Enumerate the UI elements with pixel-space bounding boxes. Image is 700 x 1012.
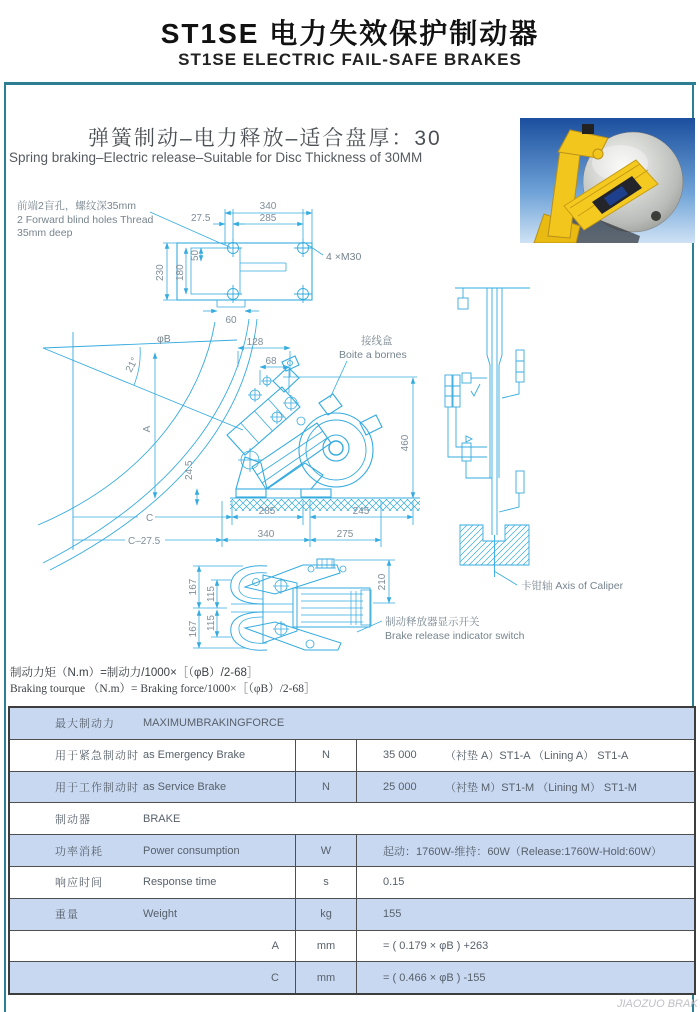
unit-cell: mm xyxy=(295,962,356,993)
indicator-switch-label-en: Brake release indicator switch xyxy=(385,630,525,642)
value-main: 25 000 xyxy=(383,780,417,793)
dim-label: 167 xyxy=(188,620,199,638)
dim-label: 24.5 xyxy=(184,460,195,480)
section-heading-cn: 弹簧制动–电力释放–适合盘厚：30 xyxy=(88,127,442,150)
row-label-en: Power consumption xyxy=(143,844,240,857)
table-row-service-brake xyxy=(10,771,694,803)
unit-cell: kg xyxy=(295,899,356,930)
dim-label: 115 xyxy=(206,586,217,602)
caliper-axis-label: 卡钳轴 Axis of Caliper xyxy=(521,580,624,592)
section-heading-en: Spring braking–Electric release–Suitable for Disc Thickness of 30MM xyxy=(9,150,423,165)
bolt-label: 4 ×M30 xyxy=(326,251,362,263)
unit-cell: N xyxy=(295,772,356,803)
table-row-weight xyxy=(10,898,694,930)
dim-label: 245 xyxy=(352,506,370,517)
row-label-en: BRAKE xyxy=(143,812,181,825)
value-cell xyxy=(356,867,694,898)
dim-label: 50 xyxy=(190,249,201,261)
value-main: = ( 0.466 × φB ) -155 xyxy=(383,971,486,984)
dim-label: A xyxy=(142,425,153,433)
junction-box-label-fr: Boite a bornes xyxy=(339,349,407,361)
table-row-max-braking-force xyxy=(10,708,694,739)
formula-cn: 制动力矩（N.m）=制动力/1000×［（φB）/2-68］ xyxy=(10,667,259,679)
drawing-labels xyxy=(17,199,624,642)
technical-drawing xyxy=(5,195,695,660)
dim-label: 285 xyxy=(259,213,277,224)
value-main: 0.15 xyxy=(383,876,405,889)
row-label-cn: 用于工作制动时 xyxy=(55,781,139,794)
dim-label: 460 xyxy=(400,434,411,452)
unit-cell: mm xyxy=(295,931,356,962)
dim-label: 60 xyxy=(225,315,237,326)
spec-table xyxy=(8,706,696,995)
row-label-en: Response time xyxy=(143,876,217,889)
row-label-cn: 功率消耗 xyxy=(55,845,103,858)
switch-view xyxy=(193,559,395,650)
angle-label: 21° xyxy=(123,355,141,375)
value-main: = ( 0.179 × φB ) +263 xyxy=(383,939,489,952)
value-cell xyxy=(356,772,694,803)
indicator-switch-label-cn: 制动释放器显示开关 xyxy=(385,616,480,628)
dim-label: 210 xyxy=(377,573,388,591)
unit-cell: N xyxy=(295,740,356,771)
dim-label: 340 xyxy=(259,201,277,212)
plate-note-en2: 35mm deep xyxy=(17,227,73,239)
page-subtitle: ST1SE ELECTRIC FAIL-SAFE BRAKES xyxy=(178,50,522,69)
phi-b-label: φB xyxy=(157,333,171,345)
junction-box-label-cn: 接线盒 xyxy=(361,335,393,347)
dim-label: 27.5 xyxy=(191,213,211,224)
dim-label: 230 xyxy=(155,264,166,281)
row-label-cn: 用于紧急制动时 xyxy=(55,750,139,763)
plate-note-en1: 2 Forward blind holes Thread xyxy=(17,214,154,226)
dim-label: 115 xyxy=(206,615,217,631)
value-cell xyxy=(356,899,694,930)
value-cell xyxy=(356,835,694,866)
row-letter: C xyxy=(271,971,279,984)
row-label-cn: 重量 xyxy=(55,909,79,922)
row-label-cn: 最大制动力 xyxy=(55,718,115,731)
table-row-response-time xyxy=(10,866,694,898)
braking-torque-formula xyxy=(10,665,315,697)
dim-label: C–27.5 xyxy=(128,536,161,547)
value-main: 155 xyxy=(383,908,402,921)
page-title: ST1SE 电力失效保护制动器 xyxy=(160,18,540,49)
watermark: JIAOZUO BRAK xyxy=(617,998,698,1010)
value-main: 35 000 xyxy=(383,749,417,762)
row-label-en: MAXIMUMBRAKINGFORCE xyxy=(143,717,285,730)
dim-label: 68 xyxy=(265,356,277,367)
row-label-cn: 制动器 xyxy=(55,813,91,826)
dim-label: 340 xyxy=(257,529,275,540)
dim-label: 275 xyxy=(336,529,354,540)
dim-label: C xyxy=(146,513,154,524)
dim-label: 128 xyxy=(246,337,264,348)
plate-note-cn: 前端2盲孔，螺纹深35mm xyxy=(17,200,137,212)
row-label-en: as Service Brake xyxy=(143,780,227,793)
table-row-dim-c xyxy=(10,961,694,993)
table-row-brake xyxy=(10,802,694,834)
value-spec: （衬垫 M）ST1-M （Lining M） ST1-M xyxy=(445,781,637,794)
table-row-dim-a xyxy=(10,930,694,962)
value-cell xyxy=(356,931,694,962)
row-label-en: as Emergency Brake xyxy=(143,749,246,762)
unit-cell: s xyxy=(295,867,356,898)
table-row-power-consumption xyxy=(10,834,694,866)
formula-en: Braking tourque （N.m）= Braking force/1000×［（φB）/2-68］ xyxy=(10,683,316,695)
unit-cell: W xyxy=(295,835,356,866)
plate-view xyxy=(150,209,323,311)
dim-label: 180 xyxy=(175,264,186,281)
table-row-emergency-brake xyxy=(10,739,694,771)
value-cell xyxy=(356,962,694,993)
value-spec: （衬垫 A）ST1-A （Lining A） ST1-A xyxy=(445,750,629,763)
value-main: 起动：1760W-维持：60W（Release:1760W-Hold:60W） xyxy=(383,845,662,858)
value-cell xyxy=(356,740,694,771)
dim-label: 285 xyxy=(258,506,276,517)
shaft-view xyxy=(445,288,530,585)
dim-label: 167 xyxy=(188,578,199,596)
row-letter: A xyxy=(271,939,279,952)
row-label-cn: 响应时间 xyxy=(55,877,103,890)
row-label-en: Weight xyxy=(143,908,178,921)
